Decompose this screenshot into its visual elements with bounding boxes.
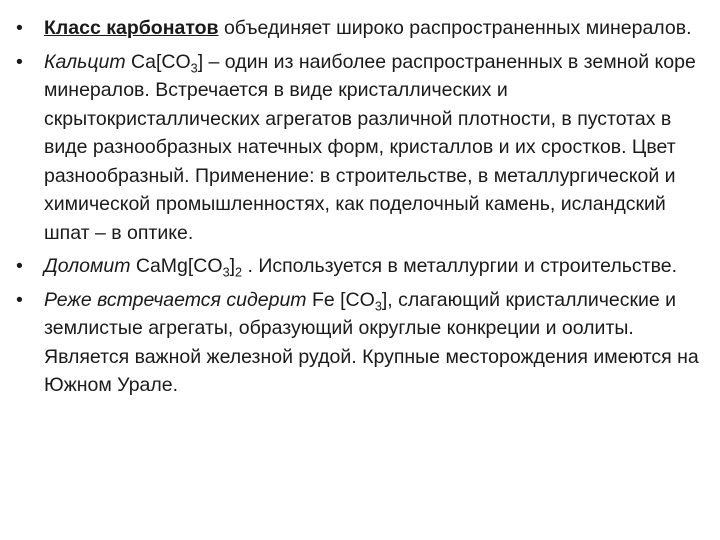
bullet-item-dolomite [14,252,712,281]
bullet-text: объединяет широко распространенных минералов. [218,17,692,39]
bullet-dot: • [16,50,23,73]
bullet-list [14,14,712,400]
bullet-dot: • [16,288,23,311]
bullet-item-calcite [14,48,712,248]
bullet-text: – один из наиболее распространенных в земной коре минералов. Встречается в виде кристаллических и скрытокристаллических агрегатов различной плотности, в пустотах в виде разнообразных натечных форм, кристаллов и их сростков. Цвет разнообразный. Применение: в строительстве, в металлургической и химической промышленностях, как поделочный камень, исландский шпат – в оптике. [44,50,696,244]
formula-dolomite: $CaMg[CO_3]_2$ [135,255,243,280]
bullet-text: , слагающий кристаллические и землистые агрегаты, образующий округлые конкреции и оолиты. Является важной железной рудой. Крупные месторождения имеются на Южном Урале. [44,288,699,396]
bullet-item-carbonates [14,14,712,43]
bullet-dot: • [16,255,23,277]
term-siderite: сидерит [226,288,307,311]
formula-calcite: $Ca[CO_3]$ [131,50,204,75]
term-dolomite: Доломит [44,255,131,277]
bullet-text: . Используется в металлургии и строительстве. [242,255,677,277]
bullet-dot: • [16,17,23,39]
formula-siderite: Fe $[CO_3]$ [311,288,388,313]
term-calcite: Кальцит [44,50,126,73]
bullet-prefix: Реже встречается [44,288,227,311]
bullet-item-siderite [14,286,712,400]
term-carbonate-class: Класс карбонатов [44,17,219,39]
